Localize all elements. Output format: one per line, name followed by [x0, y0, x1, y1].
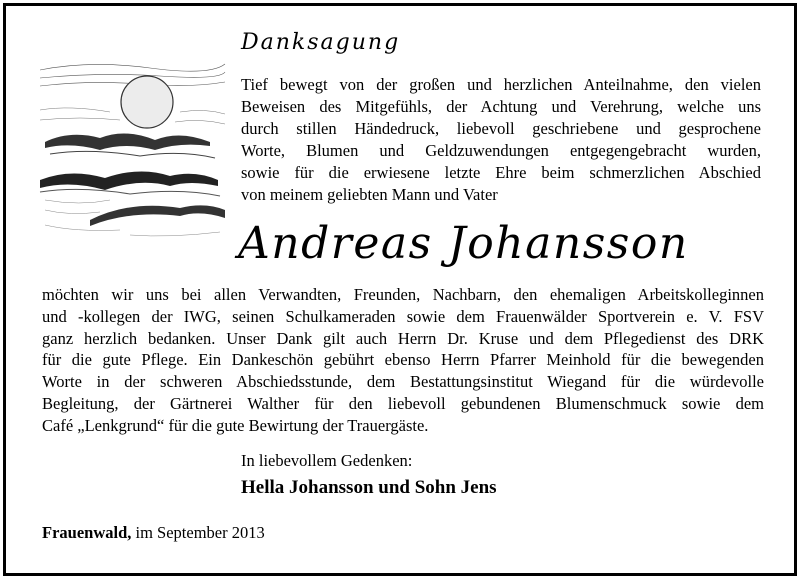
intro-paragraph: [241, 74, 761, 206]
intro-line: Tief bewegt von der großen und herzlichen Anteilnahme, den vielen: [241, 75, 761, 94]
intro-line: Beweisen des Mitgefühls, der Achtung und Verehrung, welche uns: [241, 97, 761, 116]
moon-landscape-illustration: [30, 50, 230, 250]
signers: Hella Johansson und Sohn Jens: [241, 477, 497, 498]
moon-icon: [121, 76, 173, 128]
thanks-line: Begleitung, der Gärtnerei Walther für den liebevoll gebundenen Blumenschmuck sowie dem: [42, 393, 764, 413]
intro-line: sowie für die erwiesene letzte Ehre beim schmerzlichen Abschied: [241, 163, 761, 182]
place-date: [42, 523, 265, 543]
intro-line: durch stillen Händedruck, liebevoll geschriebene und gesprochene: [241, 119, 761, 138]
thanks-line: möchten wir uns bei allen Verwandten, Freunden, Nachbarn, den ehemaligen Arbeitskolleginnen: [42, 285, 764, 304]
intro-line: von meinem geliebten Mann und Vater: [241, 185, 498, 204]
thanks-line: Worte in der schweren Abschiedsstunde, dem Bestattungsinstitut Wiegand für die würdevolle: [42, 372, 764, 392]
thanks-paragraph: [42, 284, 764, 437]
deceased-name: Andreas Johansson: [238, 218, 689, 269]
closing-phrase: In liebevollem Gedenken:: [241, 451, 413, 470]
thanks-line: und -kollegen der IWG, seinen Schulkameraden sowie dem Frauenwälder Sportverein e. V. FSV: [42, 306, 764, 326]
place-name: Frauenwald,: [42, 523, 132, 542]
thanks-line: ganz herzlich bedanken. Unser Dank gilt auch Herrn Dr. Kruse und dem Pflegedienst des DRK: [42, 328, 764, 348]
thanks-line: Café „Lenkgrund“ für die gute Bewirtung der Trauergäste.: [42, 415, 429, 435]
date-text: im September 2013: [135, 523, 265, 542]
notice-heading: Danksagung: [241, 30, 401, 55]
thanks-line: für die gute Pflege. Ein Dankeschön gebührt ebenso Herrn Pfarrer Meinhold für die bewegenden: [42, 350, 764, 370]
intro-line: Worte, Blumen und Geldzuwendungen entgegengebracht wurden,: [241, 141, 761, 160]
